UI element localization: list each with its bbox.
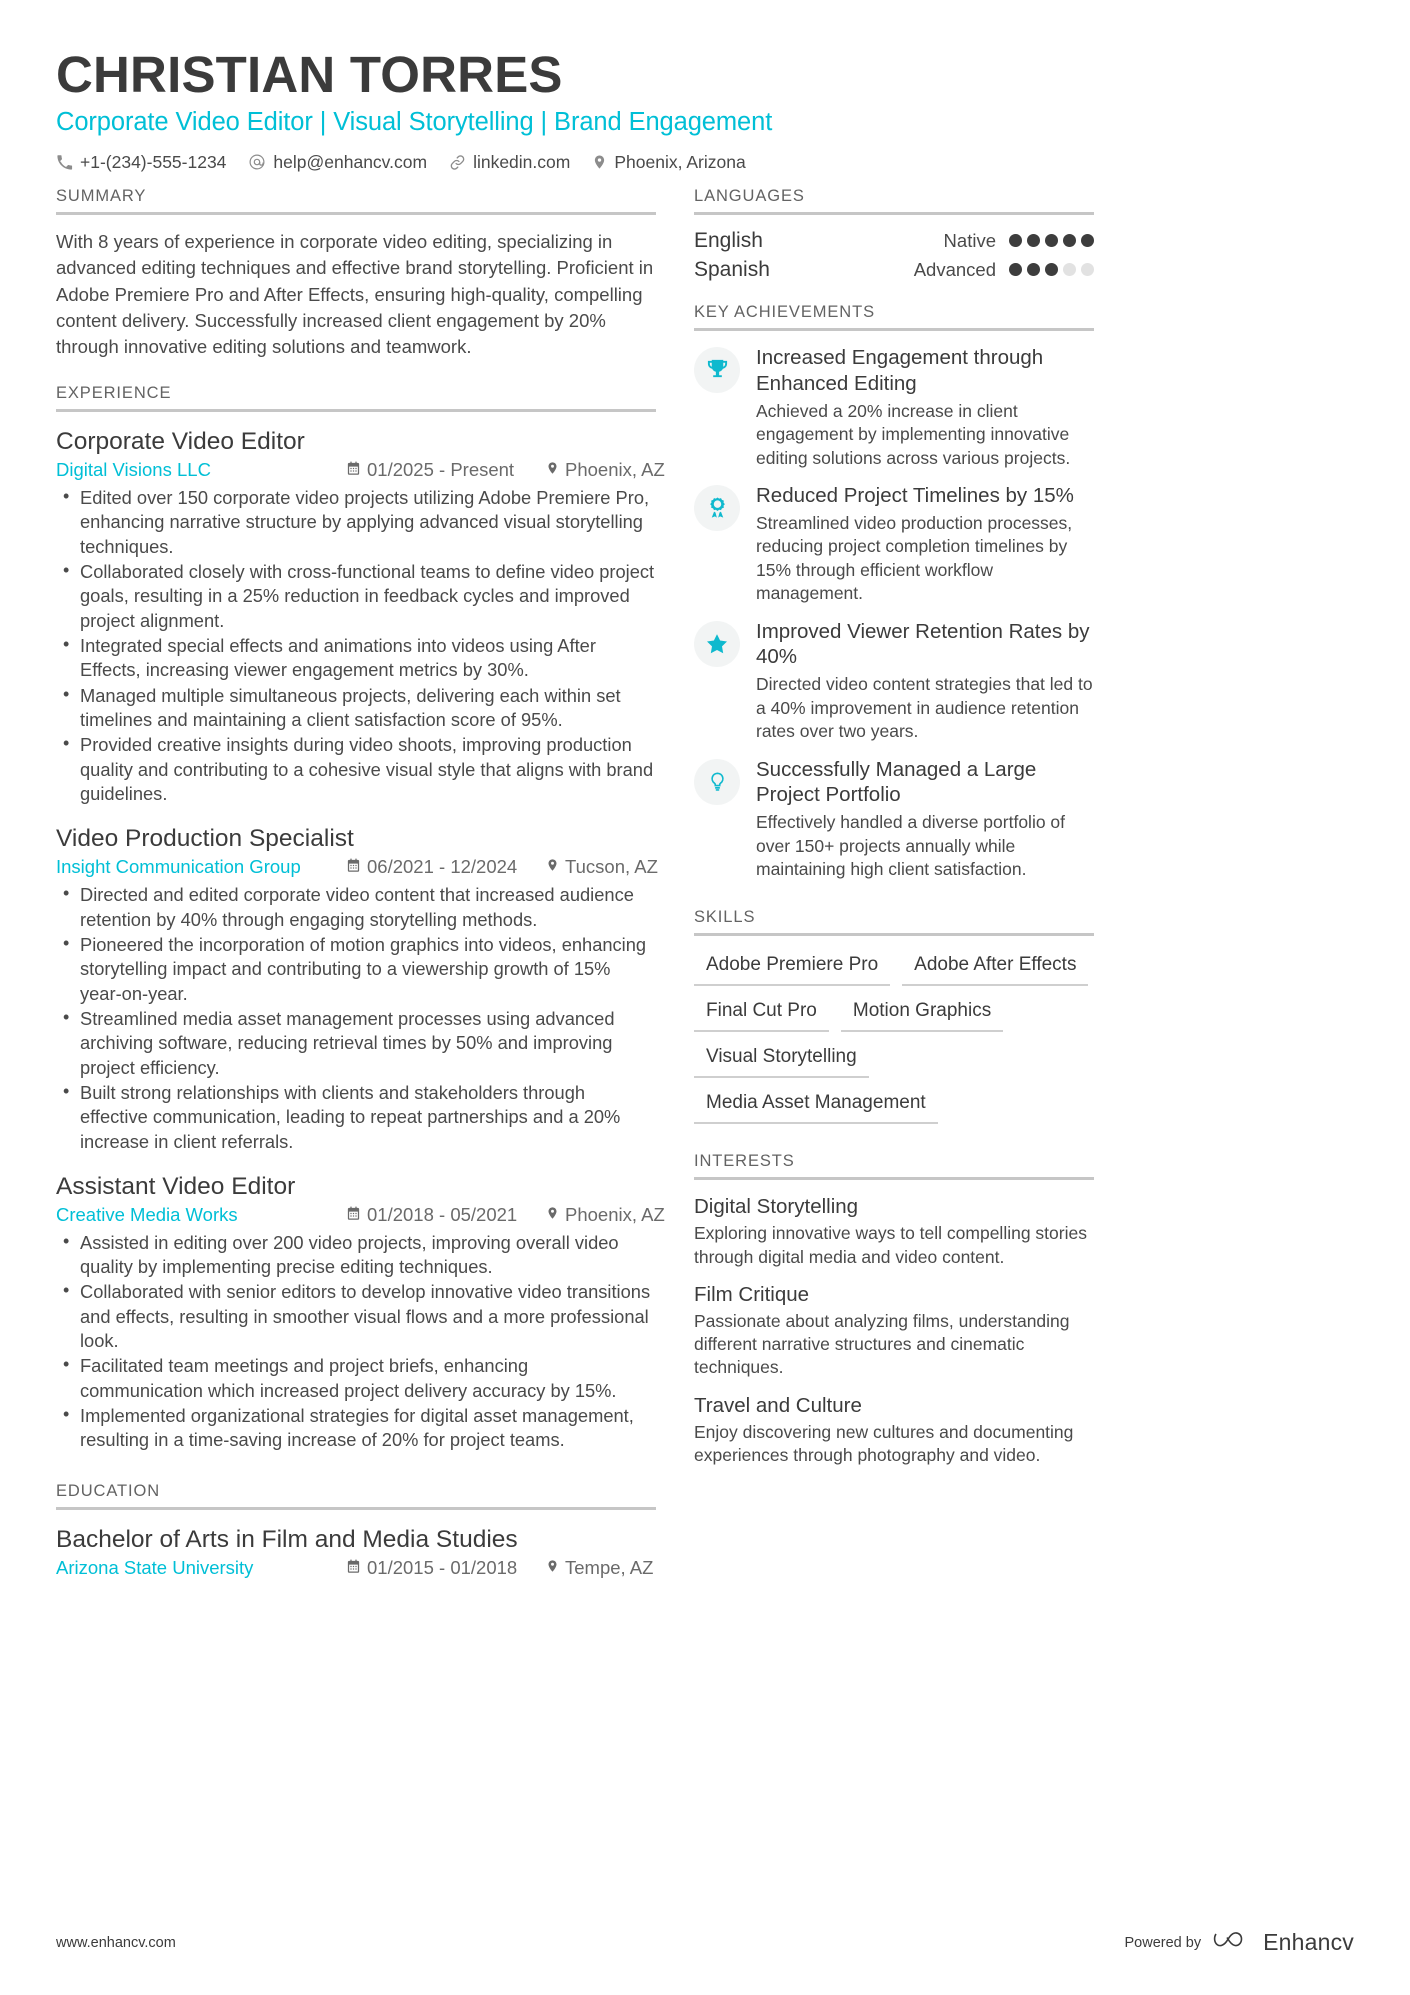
interest-item [694, 1393, 1094, 1468]
job-title: Video Production Specialist [56, 825, 354, 853]
language-level: Native [943, 229, 996, 251]
phone-icon [56, 154, 73, 171]
education-school[interactable]: Arizona State University [56, 1556, 254, 1578]
job-bullet: • Facilitated team meetings and project briefs, enhancing communication which increased project delivery accuracy by 15%. [56, 1354, 656, 1403]
job-company[interactable]: Insight Communication Group [56, 856, 301, 878]
achievement-title: Successfully Managed a Large Project Portfolio [756, 757, 1037, 807]
education-dates-text: 01/2015 - 01/2018 [367, 1556, 518, 1578]
experience-entry [56, 426, 665, 806]
job-location [546, 1204, 665, 1226]
location-icon [546, 856, 559, 878]
section-heading-skills: SKILLS [694, 908, 1094, 936]
achievement-item [694, 483, 1094, 606]
job-dates-text: 06/2021 - 12/2024 [367, 856, 518, 878]
job-bullet: • Streamlined media asset management processes using advanced archiving software, reducing retrieval times by 50% and improving project efficiency. [56, 1007, 656, 1080]
language-level-dots [1009, 234, 1094, 247]
achievement-description: Achieved a 20% increase in client engagement by implementing innovative editing solutions across various projects. [756, 400, 1071, 468]
interest-item [694, 1194, 1094, 1269]
level-dot [1027, 263, 1040, 276]
interest-title: Film Critique [694, 1282, 810, 1306]
job-location-text: Phoenix, AZ [565, 459, 665, 481]
achievement-title: Improved Viewer Retention Rates by 40% [756, 619, 1090, 669]
calendar-icon [346, 1204, 361, 1226]
job-dates [346, 459, 546, 481]
contact-row [56, 152, 1354, 173]
job-bullet: • Directed and edited corporate video content that increased audience retention by 40% through engaging storytelling methods. [56, 883, 656, 932]
education-location-text: Tempe, AZ [565, 1556, 654, 1578]
achievement-title: Increased Engagement through Enhanced Editing [756, 345, 1044, 395]
skill-chip[interactable]: Media Asset Management [694, 1088, 938, 1124]
contact-link-text: linkedin.com [473, 151, 571, 172]
footer-brand [1125, 1927, 1355, 1958]
education-dates [346, 1557, 546, 1579]
achievement-description: Directed video content strategies that led to a 40% improvement in audience retention rates over two years. [756, 674, 1093, 742]
star-icon [694, 621, 740, 667]
education-location [546, 1557, 653, 1579]
location-icon [546, 459, 559, 481]
link-icon [449, 154, 466, 171]
experience-entry [56, 823, 656, 1153]
interest-item [694, 1282, 1094, 1380]
section-heading-summary: SUMMARY [56, 187, 656, 215]
enhancv-logo-icon [1212, 1927, 1252, 1958]
job-company[interactable]: Digital Visions LLC [56, 459, 211, 481]
job-title: Assistant Video Editor [56, 1172, 296, 1200]
job-bullet: • Pioneered the incorporation of motion graphics into videos, enhancing storytelling impact and contributing to a viewership growth of 15% year-on-year. [56, 933, 656, 1006]
level-dot [1009, 263, 1022, 276]
interest-description: Exploring innovative ways to tell compelling stories through digital media and video content. [694, 1223, 1087, 1267]
trophy-icon [694, 347, 740, 393]
skills-list [694, 950, 1094, 1124]
skill-chip[interactable]: Motion Graphics [841, 996, 1003, 1032]
language-level-dots [1009, 263, 1094, 276]
job-meta [56, 459, 665, 481]
job-bullet: • Provided creative insights during video shoots, improving production quality and contributing to a cohesive visual style that aligns with brand guidelines. [56, 733, 656, 806]
section-interests [694, 1152, 1094, 1467]
achievement-title: Reduced Project Timelines by 15% [756, 483, 1074, 507]
job-bullets [56, 1231, 656, 1453]
footer-url[interactable]: www.enhancv.com [56, 1934, 176, 1951]
language-row [694, 258, 1094, 282]
right-column [694, 187, 1094, 1480]
skill-chip[interactable]: Visual Storytelling [694, 1042, 869, 1078]
location-icon [546, 1557, 559, 1579]
job-dates-text: 01/2018 - 05/2021 [367, 1203, 518, 1225]
level-dot [1045, 234, 1058, 247]
achievement-item [694, 619, 1094, 744]
achievement-description: Streamlined video production processes, reducing project completion timelines by 15% through efficient workflow management. [756, 512, 1073, 604]
email-icon [248, 153, 266, 171]
education-meta [56, 1557, 656, 1579]
language-row [694, 229, 1094, 253]
lightbulb-icon [694, 759, 740, 805]
contact-email-text: help@enhancv.com [273, 151, 428, 172]
contact-link[interactable] [449, 152, 570, 173]
level-dot [1081, 234, 1094, 247]
contact-phone-text: +1-(234)-555-1234 [80, 151, 227, 172]
footer-brand-name: Enhancv [1263, 1929, 1354, 1955]
job-dates [346, 1204, 546, 1226]
job-meta [56, 856, 656, 878]
section-skills [694, 908, 1094, 1124]
job-company[interactable]: Creative Media Works [56, 1203, 238, 1225]
job-bullet: • Assisted in editing over 200 video projects, improving overall video quality by implementing precise editing techniques. [56, 1231, 656, 1280]
job-location-text: Phoenix, AZ [565, 1203, 665, 1225]
achievement-item [694, 757, 1094, 882]
job-bullets [56, 883, 656, 1154]
language-name: English [694, 228, 763, 252]
page-footer [56, 1927, 1354, 1958]
contact-email[interactable] [248, 152, 427, 173]
job-location-text: Tucson, AZ [565, 856, 658, 878]
job-bullet: • Implemented organizational strategies for digital asset management, resulting in a time-saving increase of 20% for project teams. [56, 1404, 656, 1453]
section-education [56, 1482, 656, 1579]
section-languages [694, 187, 1094, 282]
contact-location-text: Phoenix, Arizona [614, 151, 746, 172]
level-dot [1063, 263, 1076, 276]
section-heading-education: EDUCATION [56, 1482, 656, 1510]
language-name: Spanish [694, 257, 770, 281]
job-dates [346, 856, 546, 878]
experience-entry [56, 1171, 665, 1453]
headline: Corporate Video Editor | Visual Storytelling | Brand Engagement [56, 108, 773, 137]
skill-chip[interactable]: Final Cut Pro [694, 996, 829, 1032]
job-bullet: • Collaborated closely with cross-functional teams to define video project goals, resulting in a 25% reduction in feedback cycles and improved project alignment. [56, 560, 656, 633]
section-key-achievements [694, 303, 1094, 881]
left-column [56, 186, 665, 1596]
contact-location [592, 152, 745, 173]
job-title: Corporate Video Editor [56, 428, 305, 456]
job-location [546, 459, 665, 481]
job-bullet: • Integrated special effects and animations into videos using After Effects, increasing viewer engagement metrics by 30%. [56, 634, 656, 683]
level-dot [1063, 234, 1076, 247]
resume-header [56, 46, 1354, 173]
job-bullets [56, 486, 656, 806]
section-experience [56, 384, 665, 1452]
job-location [546, 856, 658, 878]
interest-title: Digital Storytelling [694, 1195, 859, 1219]
job-bullet: • Edited over 150 corporate video projects utilizing Adobe Premiere Pro, enhancing narrative structure by applying advanced visual storytelling techniques. [56, 486, 656, 559]
level-dot [1081, 263, 1094, 276]
level-dot [1009, 234, 1022, 247]
job-bullet: • Built strong relationships with clients and stakeholders through effective communication, leading to repeat partnerships and a 20% increase in client referrals. [56, 1081, 656, 1154]
level-dot [1027, 234, 1040, 247]
language-level: Advanced [913, 258, 996, 280]
location-icon [592, 153, 607, 171]
summary-text: With 8 years of experience in corporate video editing, specializing in advanced editing techniques and effective brand storytelling. Proficient in Adobe Premiere Pro and After Effects, ensuring high-quality, compelling content delivery. Successfully increased client engagement by 20% through innovative editing solutions and teamwork. [56, 230, 654, 358]
achievement-description: Effectively handled a diverse portfolio of over 150+ projects annually while maintaining high client satisfaction. [756, 812, 1066, 880]
education-degree: Bachelor of Arts in Film and Media Studies [56, 1525, 518, 1553]
footer-powered-by: Powered by [1124, 1934, 1202, 1951]
level-dot [1045, 263, 1058, 276]
calendar-icon [346, 856, 361, 878]
interest-description: Passionate about analyzing films, understanding different narrative structures and cinematic techniques. [694, 1310, 1070, 1378]
education-entry [56, 1524, 656, 1579]
calendar-icon [346, 1557, 361, 1579]
interest-description: Enjoy discovering new cultures and documenting experiences through photography and video. [694, 1421, 1074, 1465]
section-heading-languages: LANGUAGES [694, 187, 1094, 215]
job-bullet: • Collaborated with senior editors to develop innovative video transitions and effects, resulting in smoother visual flows and a more professional look. [56, 1280, 656, 1353]
achievement-item [694, 345, 1094, 470]
skill-chip[interactable]: Adobe After Effects [902, 950, 1088, 986]
section-heading-interests: INTERESTS [694, 1152, 1094, 1180]
medal-icon [694, 485, 740, 531]
location-icon [546, 1204, 559, 1226]
contact-phone[interactable] [56, 152, 226, 173]
section-heading-experience: EXPERIENCE [56, 384, 656, 412]
job-meta [56, 1203, 665, 1226]
calendar-icon [346, 459, 361, 481]
skill-chip[interactable]: Adobe Premiere Pro [694, 950, 890, 986]
section-summary [56, 187, 656, 360]
section-heading-achievements: KEY ACHIEVEMENTS [694, 303, 1094, 331]
job-dates-text: 01/2025 - Present [367, 459, 515, 481]
page-title: CHRISTIAN TORRES [56, 46, 563, 103]
interest-title: Travel and Culture [694, 1393, 862, 1417]
job-bullet: • Managed multiple simultaneous projects, delivering each within set timelines and maintaining a client satisfaction score of 95%. [56, 684, 656, 733]
